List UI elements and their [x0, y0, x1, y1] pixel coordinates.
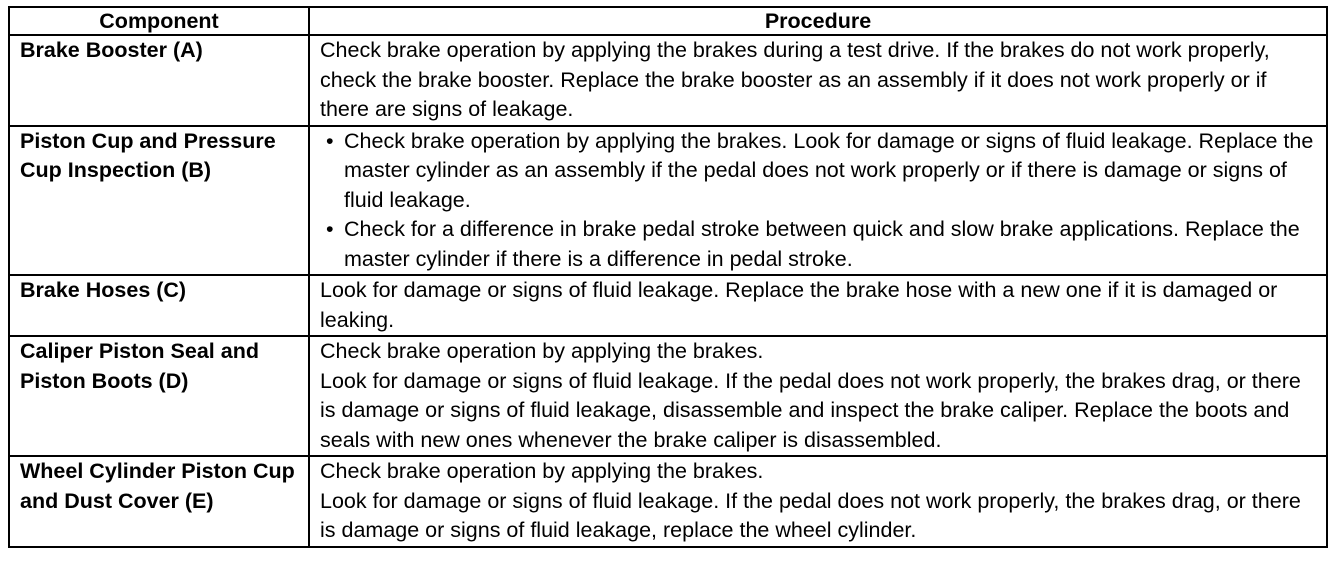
inspection-table	[8, 6, 1328, 548]
component-cell	[9, 35, 309, 126]
table-row	[9, 456, 1327, 547]
procedure-text: Check brake operation by applying the brakes during a test drive. If the brakes do not work properly, check the brake booster. Replace the brake booster as an assembly if it does not work properly or if there are signs of leakage.	[320, 38, 1270, 121]
component-name: Caliper Piston Seal and Piston Boots (D)	[20, 339, 259, 393]
procedure-cell	[309, 456, 1327, 547]
component-name: Brake Hoses (C)	[20, 278, 187, 302]
table-row	[9, 126, 1327, 276]
procedure-text: Look for damage or signs of fluid leakage. Replace the brake hose with a new one if it is damaged or leaking.	[320, 278, 1278, 332]
procedure-cell	[309, 35, 1327, 126]
procedure-cell	[309, 336, 1327, 456]
procedure-text: Look for damage or signs of fluid leakage. If the pedal does not work properly, the brakes drag, or there is damage or signs of fluid leakage, replace the wheel cylinder.	[320, 488, 1301, 542]
component-cell	[9, 275, 309, 336]
procedure-bullet: • Check for a difference in brake pedal stroke between quick and slow brake applications. Replace the master cylinder if there is a difference in pedal stroke.	[320, 215, 1318, 274]
component-name: Wheel Cylinder Piston Cup and Dust Cover (E)	[20, 459, 295, 513]
procedure-text: Check brake operation by applying the brakes.	[320, 339, 764, 363]
column-header-component: Component	[9, 7, 309, 35]
component-cell	[9, 126, 309, 276]
procedure-text: Check brake operation by applying the brakes.	[320, 459, 764, 483]
component-cell	[9, 456, 309, 547]
procedure-bullet: • Check brake operation by applying the brakes. Look for damage or signs of fluid leakage. Replace the master cylinder as an assembly if the pedal does not work properly or if there is damage or signs of fluid leakage.	[320, 127, 1318, 216]
component-name: Brake Booster (A)	[20, 38, 203, 62]
column-header-procedure: Procedure	[309, 7, 1327, 35]
table-row	[9, 336, 1327, 456]
table-row	[9, 35, 1327, 126]
procedure-cell	[309, 126, 1327, 276]
table-row	[9, 275, 1327, 336]
procedure-bullet-list	[320, 127, 1318, 275]
component-cell	[9, 336, 309, 456]
procedure-cell	[309, 275, 1327, 336]
procedure-text: Look for damage or signs of fluid leakage. If the pedal does not work properly, the brakes drag, or there is damage or signs of fluid leakage, disassemble and inspect the brake caliper. Replace the boots and seals with new ones whenever the brake caliper is disassembled.	[320, 368, 1301, 452]
header-row	[9, 7, 1327, 35]
component-name: Piston Cup and Pressure Cup Inspection (B)	[20, 128, 276, 182]
